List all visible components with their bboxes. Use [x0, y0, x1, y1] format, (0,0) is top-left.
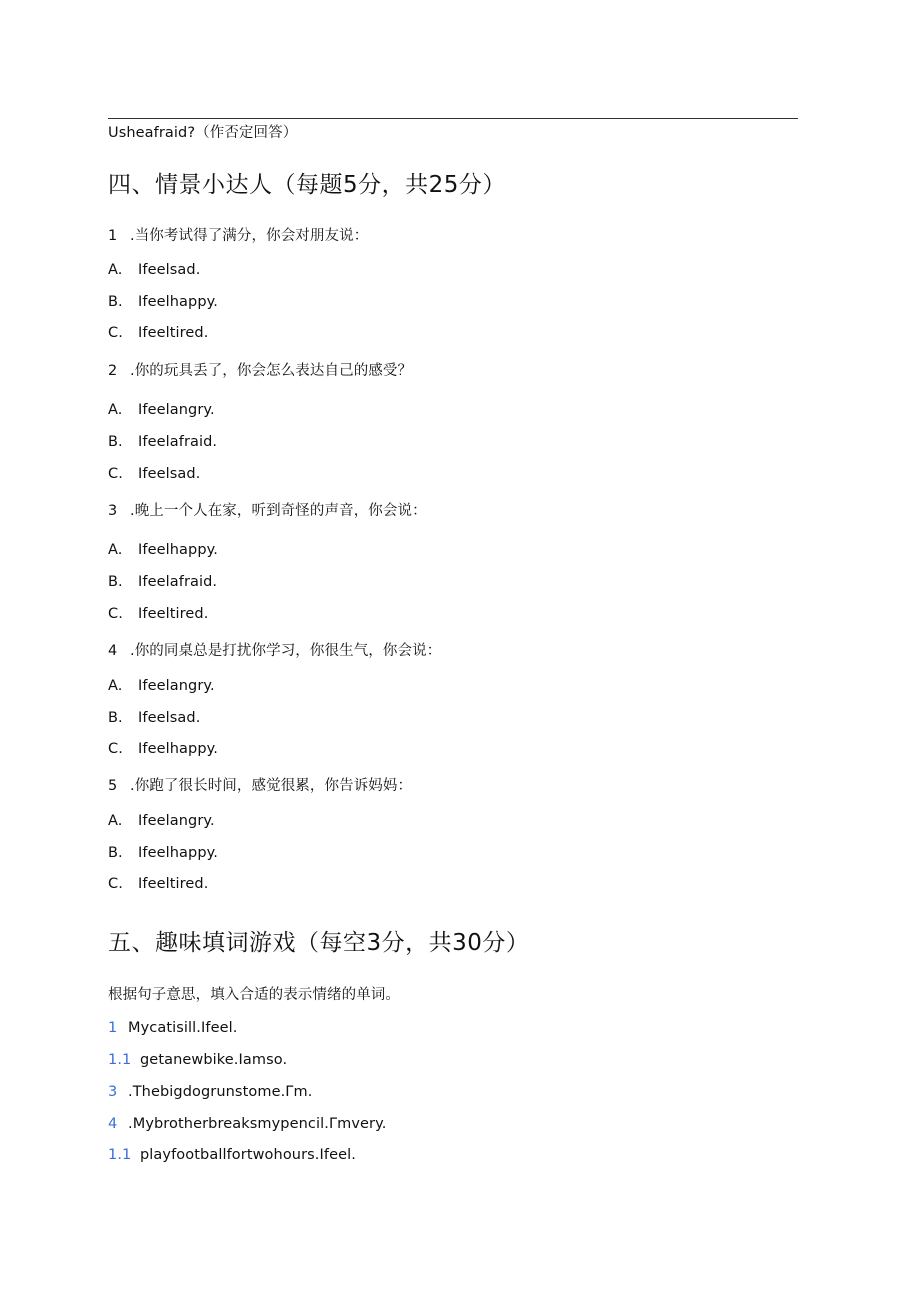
option-text: Ifeelafraid. — [138, 434, 218, 450]
option-letter: A. — [108, 542, 123, 558]
option-3a — [108, 540, 218, 560]
option-5b — [108, 843, 218, 863]
option-4a — [108, 676, 215, 696]
option-2c — [108, 464, 200, 484]
fill-item-5 — [108, 1145, 356, 1165]
option-text: Ifeelangry. — [138, 813, 215, 829]
option-letter: C. — [108, 606, 123, 622]
option-text: Ifeelhappy. — [138, 845, 218, 861]
option-letter: B. — [108, 845, 123, 861]
question-number: 3 — [108, 503, 118, 519]
option-text: Ifeelangry. — [138, 402, 215, 418]
item-text: playfootballfortwohours.Ifeel. — [140, 1147, 356, 1163]
option-5a — [108, 811, 215, 831]
option-letter: C. — [108, 325, 123, 341]
option-text: Ifeelhappy. — [138, 741, 218, 757]
item-text: Mycatisill.Ifeel. — [128, 1020, 238, 1036]
question-text: .你的玩具丢了，你会怎么表达自己的感受？ — [130, 363, 413, 379]
question-number: 5 — [108, 778, 118, 794]
option-1c — [108, 323, 208, 343]
item-number: 1 — [108, 1020, 118, 1036]
top-rule — [108, 118, 798, 119]
item-number: 4 — [108, 1116, 118, 1132]
option-text: Ifeelsad. — [138, 710, 201, 726]
option-4c — [108, 739, 218, 759]
item-text: .Mybrotherbreaksmypencil.Γmvery. — [128, 1116, 387, 1132]
option-3b — [108, 572, 217, 592]
section-5-title: 五、趣味填词游戏（每空3分，共30分） — [108, 930, 530, 956]
question-3 — [108, 501, 427, 521]
previous-question-line: Usheafraid?（作否定回答） — [108, 125, 298, 141]
question-number: 4 — [108, 643, 118, 659]
option-text: Ifeelsad. — [138, 262, 201, 278]
option-letter: A. — [108, 678, 123, 694]
fill-item-4 — [108, 1114, 386, 1134]
option-letter: B. — [108, 294, 123, 310]
option-text: Ifeelangry. — [138, 678, 215, 694]
option-letter: B. — [108, 710, 123, 726]
option-letter: B. — [108, 574, 123, 590]
option-letter: C. — [108, 741, 123, 757]
option-text: Ifeeltired. — [138, 325, 209, 341]
item-number: 1.1 — [108, 1147, 132, 1163]
question-number: 2 — [108, 363, 118, 379]
option-letter: B. — [108, 434, 123, 450]
option-3c — [108, 604, 208, 624]
option-letter: A. — [108, 262, 123, 278]
option-letter: C. — [108, 466, 123, 482]
option-letter: A. — [108, 813, 123, 829]
question-2 — [108, 361, 412, 381]
item-number: 1.1 — [108, 1052, 132, 1068]
option-letter: C. — [108, 876, 123, 892]
question-text: .你的同桌总是打扰你学习，你很生气，你会说： — [130, 643, 442, 659]
item-text: .Thebigdogrunstome.Γm. — [128, 1084, 313, 1100]
fill-item-3 — [108, 1082, 312, 1102]
option-5c — [108, 874, 208, 894]
question-4 — [108, 641, 441, 661]
option-2a — [108, 400, 215, 420]
question-text: .你跑了很长时间，感觉很累，你告诉妈妈： — [130, 778, 413, 794]
section-5-instruction: 根据句子意思，填入合适的表示情绪的单词。 — [108, 987, 400, 1003]
question-text: .晚上一个人在家，听到奇怪的声音，你会说： — [130, 503, 427, 519]
option-2b — [108, 432, 217, 452]
section-4-title: 四、情景小达人（每题5分，共25分） — [108, 172, 506, 198]
option-1b — [108, 292, 218, 312]
option-text: Ifeeltired. — [138, 606, 209, 622]
option-letter: A. — [108, 402, 123, 418]
option-text: Ifeelhappy. — [138, 542, 218, 558]
option-text: Ifeeltired. — [138, 876, 209, 892]
option-1a — [108, 260, 200, 280]
item-number: 3 — [108, 1084, 118, 1100]
question-5 — [108, 776, 412, 796]
question-1 — [108, 226, 368, 246]
question-number: 1 — [108, 228, 118, 244]
option-text: Ifeelafraid. — [138, 574, 218, 590]
fill-item-1 — [108, 1018, 237, 1038]
question-text: .当你考试得了满分，你会对朋友说： — [130, 228, 369, 244]
option-4b — [108, 708, 200, 728]
option-text: Ifeelhappy. — [138, 294, 218, 310]
fill-item-2 — [108, 1050, 287, 1070]
item-text: getanewbike.Iamso. — [140, 1052, 288, 1068]
option-text: Ifeelsad. — [138, 466, 201, 482]
